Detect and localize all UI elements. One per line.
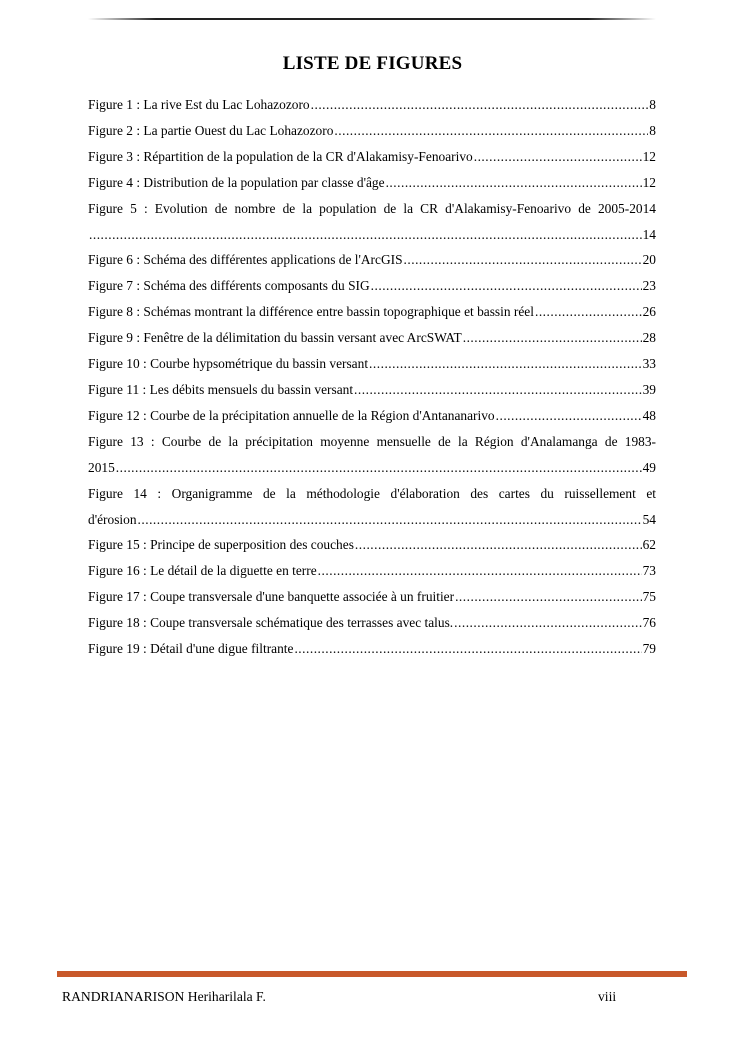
dot-leader — [89, 222, 642, 248]
figure-entry[interactable] — [88, 273, 656, 299]
dot-leader — [138, 507, 642, 533]
dot-leader — [386, 170, 642, 196]
dot-leader — [354, 377, 642, 403]
figure-entry[interactable] — [88, 325, 656, 351]
figure-entry[interactable] — [88, 377, 656, 403]
figure-entry-page: 39 — [642, 381, 656, 397]
figure-entry-page: 8 — [649, 97, 656, 112]
figure-entry[interactable] — [88, 118, 656, 144]
dot-leader — [535, 299, 642, 325]
figure-entry[interactable] — [88, 429, 656, 481]
figure-entry-label: Figure 12 : Courbe de la précipitation annuelle de la Région d'Antananarivo — [88, 407, 495, 423]
figure-entry-page: 20 — [642, 252, 656, 268]
figure-entry-label: Figure 10 : Courbe hypsométrique du bassin versant — [88, 356, 369, 372]
dot-leader — [369, 351, 642, 377]
figure-entry-label: Figure 16 : Le détail de la diguette en terre — [88, 563, 317, 579]
figure-entry-page: 49 — [642, 459, 656, 475]
figure-entry[interactable] — [88, 558, 656, 584]
dot-leader — [371, 273, 642, 299]
figure-entry-label: Figure 6 : Schéma des différentes applications de l'ArcGIS — [88, 252, 403, 268]
figure-entry[interactable] — [88, 351, 656, 377]
figure-entry-page: 12 — [642, 174, 656, 190]
figure-entry-label: Figure 15 : Principe de superposition des couches — [88, 537, 354, 553]
figure-entry-label: d'érosion — [88, 511, 137, 527]
figure-entry-label: Figure 7 : Schéma des différents composants du SIG — [88, 278, 370, 294]
figure-entry-title-line: Figure 5 : Evolution de nombre de la population de la CR d'Alakamisy-Fenoarivo de 2005-2014 — [88, 200, 656, 216]
figure-entry-page: 79 — [642, 641, 656, 657]
figure-entry-page: 75 — [642, 589, 656, 605]
footer-page-number: viii — [598, 989, 617, 1004]
figure-entry-label: Figure 9 : Fenêtre de la délimitation du bassin versant avec ArcSWAT — [88, 330, 462, 346]
figure-entry-page: 26 — [642, 304, 656, 320]
figure-entry-label: Figure 8 : Schémas montrant la différence entre bassin topographique et bassin réel — [88, 304, 534, 320]
dot-leader — [474, 144, 642, 170]
dot-leader — [455, 584, 642, 610]
footer-bar — [57, 971, 687, 977]
figure-entry-page: 76 — [642, 615, 656, 631]
header-rule — [88, 18, 656, 20]
figure-entry-title-line: Figure 14 : Organigramme de la méthodologie d'élaboration des cartes du ruissellement et — [88, 485, 656, 501]
figure-entry-label: Figure 17 : Coupe transversale d'une banquette associée à un fruitier — [88, 589, 455, 605]
figure-entry[interactable] — [88, 196, 656, 248]
dot-leader — [311, 92, 649, 118]
figure-entry-page: 62 — [642, 537, 656, 553]
figure-entry-label: Figure 1 : La rive Est du Lac Lohazozoro — [88, 97, 310, 112]
figure-entry[interactable] — [88, 481, 656, 533]
figure-entry-label: Figure 3 : Répartition de la population de la CR d'Alakamisy-Fenoarivo — [88, 148, 473, 164]
figure-entry[interactable] — [88, 403, 656, 429]
figure-entry[interactable] — [88, 170, 656, 196]
figure-entry-title-line: Figure 13 : Courbe de la précipitation moyenne mensuelle de la Région d'Analamanga de 1983- — [88, 433, 656, 449]
dot-leader — [116, 455, 642, 481]
figure-entry-page: 23 — [642, 278, 656, 294]
dot-leader — [404, 247, 642, 273]
figure-entry[interactable] — [88, 610, 656, 636]
page-title: LISTE DE FIGURES — [282, 53, 463, 74]
figure-entry-label: Figure 4 : Distribution de la population par classe d'âge — [88, 174, 385, 190]
figure-entry-page: 12 — [642, 148, 656, 164]
figure-entry[interactable] — [88, 247, 656, 273]
figure-entry-page: 73 — [642, 563, 656, 579]
figure-entry-page: 8 — [649, 122, 656, 138]
dot-leader — [318, 558, 642, 584]
figure-entry[interactable] — [88, 92, 656, 118]
figure-entry[interactable] — [88, 636, 656, 662]
dot-leader — [334, 118, 648, 144]
figure-entry-page: 28 — [642, 330, 656, 346]
figure-entry[interactable] — [88, 584, 656, 610]
dot-leader — [463, 325, 642, 351]
footer-author: RANDRIANARISON Heriharilala F. — [62, 989, 266, 1004]
dot-leader — [294, 636, 641, 662]
figure-entry-label: Figure 19 : Détail d'une digue filtrante — [88, 641, 294, 657]
figure-entry-label: Figure 2 : La partie Ouest du Lac Lohazozoro — [88, 122, 334, 138]
figure-entry-page: 54 — [642, 511, 656, 527]
figure-entry-page: 14 — [642, 226, 656, 242]
figure-entry-page: 33 — [642, 356, 656, 372]
dot-leader — [454, 610, 641, 636]
dot-leader — [496, 403, 642, 429]
figure-list — [88, 92, 656, 662]
figure-entry-page: 48 — [642, 407, 656, 423]
figure-entry[interactable] — [88, 144, 656, 170]
figure-entry-label: Figure 11 : Les débits mensuels du bassin versant — [88, 381, 354, 397]
figure-entry-label: 2015 — [88, 459, 115, 475]
figure-entry[interactable] — [88, 299, 656, 325]
dot-leader — [355, 532, 642, 558]
figure-entry-label: Figure 18 : Coupe transversale schématique des terrasses avec talus. — [88, 615, 454, 631]
figure-entry[interactable] — [88, 532, 656, 558]
